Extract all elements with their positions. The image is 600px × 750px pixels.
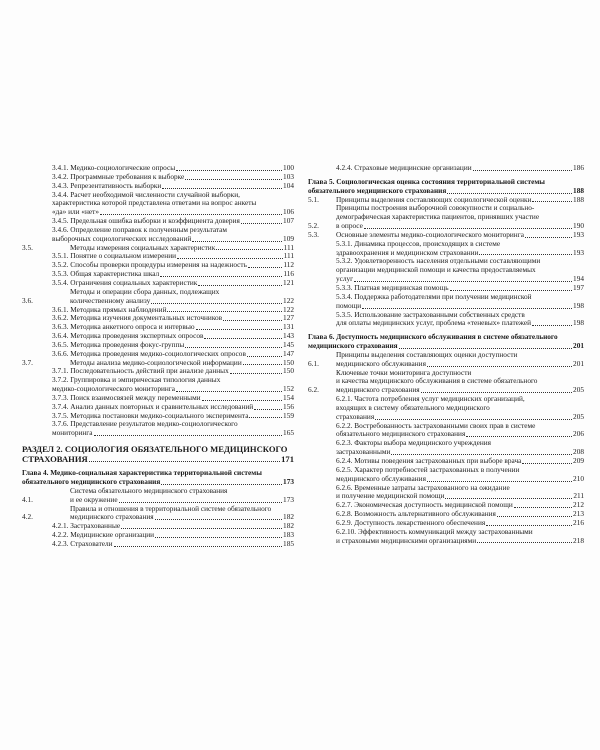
toc-page-number: 150 (283, 357, 294, 367)
toc-entry-text: страхования (336, 411, 375, 421)
toc-subentry (22, 191, 294, 218)
leader-dots (247, 356, 282, 357)
toc-entry-text: 3.7.5. Методика постановки медико-социального эксперимента (52, 410, 249, 420)
leader-dots (254, 409, 282, 410)
toc-page-number: 122 (283, 295, 294, 305)
toc-entry-text: 3.4.3. Репрезентативность выборки (52, 180, 162, 190)
toc-entry-text: 4.2.3. Страхователи (52, 538, 113, 548)
toc-page-number: 111 (283, 251, 294, 261)
toc-page-number: 198 (573, 300, 584, 310)
toc-entry-text: 6.2.4. Мотивы поведения застрахованных при выборе врача (336, 456, 522, 465)
toc-entry-text: 3.6.4. Методика проведения экспертных опросов (52, 331, 204, 341)
leader-dots (525, 237, 572, 238)
toc-entry-text: 6.2.7. Экономическая доступность медицинской помощи (336, 500, 513, 510)
toc-entry-text: 6.2.2. Востребованность застрахованными своих прав в системе (336, 420, 536, 430)
leader-dots (177, 258, 283, 259)
toc-page-number: 112 (283, 260, 294, 270)
leader-dots (89, 461, 280, 462)
toc-entry-text: 5.3.4. Поддержка работодателями при получении медицинской (336, 291, 532, 301)
toc-entry-text: «да» или «нет» (52, 207, 99, 217)
leader-dots (522, 463, 572, 464)
toc-page-number: 183 (283, 530, 294, 540)
toc-page-number: 131 (283, 322, 294, 332)
toc-entry-text: Методы измерения социальных характеристик (70, 242, 216, 252)
toc-subentry (308, 439, 584, 457)
toc-page-number: 210 (573, 473, 584, 483)
toc-page-number: 171 (281, 454, 294, 465)
toc-entry-text: 3.7.3. Поиск взаимосвязей между переменными (52, 392, 201, 402)
toc-entry-text: 3.7.4. Анализ данных повторных и сравнительных исследований (52, 401, 254, 411)
toc-entry-text: обязательного медицинского страхования (308, 185, 447, 195)
toc-page-number: 156 (283, 401, 294, 411)
toc-entry-text: 3.4.4. Расчет необходимой численности случайной выборки, (52, 189, 240, 199)
toc-page-number: 107 (283, 216, 294, 226)
toc-page-number: 145 (283, 339, 294, 349)
leader-dots (204, 338, 282, 339)
toc-entry-text: Принципы выделения составляющих социологической оценки (336, 194, 532, 204)
toc-subentry (22, 226, 294, 244)
toc-entry-text: 6.2.6. Временные затраты застрахованного на ожидание (336, 482, 510, 492)
leader-dots (167, 311, 282, 312)
toc-page-number: 182 (283, 512, 294, 522)
toc-subentry (308, 395, 584, 422)
toc-entry-text: 6.2.3. Факторы выбора медицинского учреждения (336, 438, 492, 448)
toc-entry-text: 3.6.5. Методика проведения фокус-группы (52, 339, 185, 349)
toc-subentry (308, 257, 584, 284)
toc-entry-text: мониторинга (52, 428, 93, 438)
leader-dots (94, 435, 283, 436)
toc-subentry (308, 422, 584, 440)
leader-dots (155, 519, 282, 520)
toc-chapter-heading (22, 469, 294, 487)
toc-entry-text: демографическая характеристика пациентов, принявших участие (336, 212, 540, 222)
toc-right-column (308, 164, 584, 545)
toc-entry-text: 3.7.1. Последовательность действий при анализе данных (52, 366, 229, 376)
toc-entry-text: медицинского страхования (336, 385, 420, 395)
toc-entry-text: 4.2.2. Медицинские организации (52, 530, 155, 540)
leader-dots (241, 223, 282, 224)
toc-entry-text: медицинского обслуживания (336, 358, 426, 368)
toc-entry-text: для оплаты медицинских услуг, проблема «теневых» платежей (336, 318, 531, 328)
toc-entry-text: Принципы выделения составляющих оценки доступности (336, 349, 518, 359)
leader-dots (151, 303, 282, 304)
leader-dots (202, 400, 282, 401)
toc-entry (308, 204, 584, 231)
toc-entry-text: 6.2.9. Доступность лекарственного обеспечения (336, 517, 486, 527)
leader-dots (230, 373, 282, 374)
toc-page-number: 206 (573, 429, 584, 439)
leader-dots (248, 267, 282, 268)
leader-dots (243, 364, 282, 365)
toc-entry-text: входящих в систему обязательного медицинского (336, 402, 490, 412)
toc-entry-text: Глава 5. Социологическая оценка состояния территориальной системы (308, 176, 545, 186)
toc-entry (22, 505, 294, 523)
toc-entry-text: 3.5.3. Общая характеристика шкал (52, 269, 160, 279)
toc-page-number: 188 (573, 194, 584, 204)
leader-dots (514, 507, 572, 508)
toc-entry-number: 3.7. (22, 357, 33, 367)
toc-entry (22, 288, 294, 306)
toc-entry-text: 3.6.6. Методика проведения медико-социологических опросов (52, 348, 246, 358)
toc-chapter-heading (308, 333, 584, 351)
leader-dots (216, 249, 282, 250)
leader-dots (479, 254, 572, 255)
leader-dots (362, 308, 572, 309)
leader-dots (427, 366, 572, 367)
toc-entry-text: помощи (336, 300, 362, 310)
toc-entry-text: 3.4.6. Определение поправок к полученным результатам (52, 224, 228, 234)
leader-dots (466, 436, 572, 437)
toc-page-number: 194 (573, 274, 584, 284)
toc-entry-text: характеристика которой представлена ответами на вопрос анкеты (52, 198, 257, 208)
toc-page-number: 143 (283, 331, 294, 341)
toc-page-number: 173 (283, 494, 294, 504)
toc-entry-text: Методы анализа медико-социологической информации (70, 357, 242, 367)
leader-dots (445, 498, 572, 499)
leader-dots (375, 419, 572, 420)
toc-page-number: 147 (283, 348, 294, 358)
leader-dots (427, 481, 572, 482)
leader-dots (473, 170, 572, 171)
leader-dots (198, 285, 282, 286)
toc-entry-text: застрахованными (336, 447, 391, 457)
toc-entry-text: 6.2.10. Эффективность коммуникаций между застрахованными (336, 526, 533, 536)
toc-page-number: 211 (573, 491, 584, 501)
toc-page-number: 205 (573, 385, 584, 395)
toc-entry-text: 3.5.1. Понятие о социальном измерении (52, 251, 177, 261)
toc-subentry (308, 240, 584, 258)
leader-dots (185, 179, 282, 180)
toc-entry-text: 6.2.1. Частота потребления услуг медицинских организаций, (336, 394, 525, 404)
toc-entry-text: 5.3.5. Использование застрахованными собственных средств (336, 309, 525, 319)
leader-dots (497, 516, 572, 517)
toc-entry-number: 4.1. (22, 494, 33, 504)
toc-page-number: 188 (573, 185, 584, 195)
toc-entry-text: 3.5.2. Способы проверки процедуры измерения на надежность (52, 260, 247, 270)
toc-page-number: 201 (573, 358, 584, 368)
toc-page-number: 185 (283, 538, 294, 548)
toc-entry-text: 3.6.3. Методика анкетного опроса и интервью (52, 322, 195, 332)
toc-entry-text: обязательного медицинского страхования (336, 429, 466, 439)
toc-page-number: 197 (573, 282, 584, 292)
toc-entry (308, 369, 584, 396)
toc-entry-text: 3.6.1. Методика прямых наблюдений (52, 304, 167, 314)
toc-page-number: 121 (283, 277, 294, 287)
leader-dots (121, 528, 282, 529)
toc-page-number: 213 (573, 509, 584, 519)
toc-entry-text: и качества медицинского обслуживания в системе обязательного (336, 376, 538, 386)
leader-dots (486, 525, 572, 526)
toc-entry-text: медицинского страхования (70, 512, 154, 522)
leader-dots (354, 281, 572, 282)
leader-dots (421, 392, 572, 393)
toc-page-number: 216 (573, 517, 584, 527)
toc-entry-text: Система обязательного медицинского страхования (70, 485, 228, 495)
toc-entry (308, 351, 584, 369)
leader-dots (532, 201, 572, 202)
toc-left-column (22, 164, 294, 549)
toc-subentry (22, 376, 294, 394)
toc-entry-text: Правила и отношения в территориальной системе обязательного (70, 503, 272, 513)
toc-entry-text: 3.4.2. Программные требования к выборке (52, 171, 185, 181)
toc-entry-text: СТРАХОВАНИЯ (22, 454, 88, 465)
leader-dots (249, 417, 282, 418)
leader-dots (162, 188, 282, 189)
leader-dots (119, 502, 282, 503)
toc-page-number: 116 (283, 269, 294, 279)
toc-page-number: 173 (283, 477, 294, 486)
toc-page-number: 150 (283, 366, 294, 376)
toc-page-number: 190 (573, 221, 584, 231)
toc-subentry (308, 528, 584, 546)
toc-entry-text: медицинского обслуживания (336, 473, 426, 483)
toc-page-number: 218 (573, 535, 584, 545)
toc-entry-text: количественному анализу (70, 295, 151, 305)
leader-dots (532, 325, 572, 326)
toc-entry-text: медико-социологического мониторинга (52, 384, 176, 394)
toc-entry-text: медицинского страхования (308, 341, 398, 351)
leader-dots (450, 290, 573, 291)
toc-entry-number: 6.2. (308, 385, 319, 395)
toc-page-number: 152 (283, 384, 294, 394)
leader-dots (391, 454, 572, 455)
leader-dots (447, 193, 572, 194)
toc-entry-text: 3.5.4. Ограничения социальных характеристик (52, 277, 198, 287)
toc-page-number: 159 (283, 410, 294, 420)
toc-page-number: 212 (573, 500, 584, 510)
toc-page-number: 109 (283, 233, 294, 243)
toc-entry-number: 4.2. (22, 512, 33, 522)
toc-page-number: 127 (283, 313, 294, 323)
toc-page-number: 209 (573, 456, 584, 465)
leader-dots (155, 537, 282, 538)
toc-page-number: 100 (283, 163, 294, 172)
toc-subentry (308, 466, 584, 484)
toc-subentry (22, 420, 294, 438)
toc-entry-text: 6.2.5. Характер потребностей застрахованных в получении (336, 464, 520, 474)
toc-entry-text: и получение медицинской помощи (336, 491, 445, 501)
toc-page-number: 106 (283, 207, 294, 217)
toc-chapter-heading (308, 178, 584, 196)
toc-entry-number: 5.2. (308, 221, 319, 231)
toc-entry-text: организации медицинской помощи и качества предоставляемых (336, 265, 536, 275)
toc-page-number: 208 (573, 447, 584, 457)
toc-section-heading (22, 444, 294, 464)
toc-entry-text: обязательного медицинского страхования (22, 477, 161, 486)
leader-dots (223, 320, 282, 321)
leader-dots (100, 214, 282, 215)
leader-dots (364, 228, 572, 229)
leader-dots (477, 542, 572, 543)
toc-entry-text: в опросе (336, 221, 363, 231)
toc-entry-text: Основные элементы медико-социологического мониторинга (336, 229, 524, 239)
toc-entry-text: 5.3.3. Платная медицинская помощь (336, 282, 449, 292)
toc-entry-text: РАЗДЕЛ 2. СОЦИОЛОГИЯ ОБЯЗАТЕЛЬНОГО МЕДИЦИНСКОГО (22, 444, 288, 455)
toc-entry-number: 5.3. (308, 229, 319, 239)
toc-entry-text: 3.6.2. Методика изучения документальных источников (52, 313, 223, 323)
toc-entry-text: и страховыми медицинскими организациями (336, 535, 477, 545)
toc-entry-text: 5.3.2. Удовлетворенность населения отдельными составляющими (336, 256, 541, 266)
toc-entry-number: 5.1. (308, 194, 319, 204)
toc-entry-text: и ее окружение (70, 494, 118, 504)
toc-entry-text: выборочных социологических исследований (52, 233, 192, 243)
toc-page-number: 201 (573, 341, 584, 351)
toc-subentry (308, 164, 584, 173)
toc-page-number: 182 (283, 521, 294, 531)
leader-dots (161, 484, 282, 485)
toc-page-number: 111 (283, 242, 294, 252)
toc-entry-text: 4.2.4. Страховые медицинские организации (336, 163, 472, 172)
toc-page-number: 198 (573, 318, 584, 328)
toc-page-number: 193 (573, 247, 584, 257)
toc-entry-number: 3.5. (22, 242, 33, 252)
leader-dots (185, 347, 282, 348)
toc-entry-text: 3.4.5. Предельная ошибка выборки и коэффициента доверия (52, 216, 240, 226)
toc-page-number: 154 (283, 392, 294, 402)
toc-entry-number: 3.6. (22, 295, 33, 305)
leader-dots (192, 241, 282, 242)
toc-page-number: 205 (573, 411, 584, 421)
toc-entry-text: Глава 4. Медико-социальная характеристика территориальной системы (22, 468, 262, 478)
toc-entry-text: 6.2.8. Возможность альтернативного обслуживания (336, 509, 496, 519)
toc-entry-text: 3.7.6. Представление результатов медико-социологического (52, 419, 238, 429)
toc-entry-text: здравоохранения и медицинском страховании (336, 247, 479, 257)
toc-page-number: 122 (283, 304, 294, 314)
toc-page-number: 186 (573, 163, 584, 172)
toc-page-number: 103 (283, 171, 294, 181)
toc-subentry (308, 484, 584, 502)
toc-page-number: 165 (283, 428, 294, 438)
toc-page-number: 104 (283, 180, 294, 190)
toc-entry-text: 3.4.1. Медико-социологические опросы (52, 163, 176, 172)
toc-page-number: 193 (573, 229, 584, 239)
toc-subentry (308, 311, 584, 329)
toc-entry-text: 5.3.1. Динамика процессов, происходящих в системе (336, 238, 501, 248)
toc-entry-text: Глава 6. Доступность медицинского обслуживания в системе обязательного (308, 332, 558, 342)
toc-entry-text: Принципы построения выборочной совокупности и социально- (336, 203, 535, 213)
leader-dots (176, 391, 282, 392)
toc-entry (22, 487, 294, 505)
toc-subentry (22, 540, 294, 549)
leader-dots (399, 348, 572, 349)
toc-entry-text: услуг (336, 274, 354, 284)
leader-dots (160, 276, 282, 277)
toc-entry-text: Методы и операции сбора данных, подлежащих (70, 286, 220, 296)
toc-entry-number: 6.1. (308, 358, 319, 368)
toc-entry-text: 3.7.2. Группировка и эмпирическая типология данных (52, 375, 221, 385)
leader-dots (196, 329, 282, 330)
toc-subentry (308, 293, 584, 311)
leader-dots (114, 546, 282, 547)
toc-entry-text: 4.2.1. Застрахованные (52, 521, 121, 531)
leader-dots (176, 170, 282, 171)
toc-entry-text: Ключевые точки мониторинга доступности (336, 367, 472, 377)
